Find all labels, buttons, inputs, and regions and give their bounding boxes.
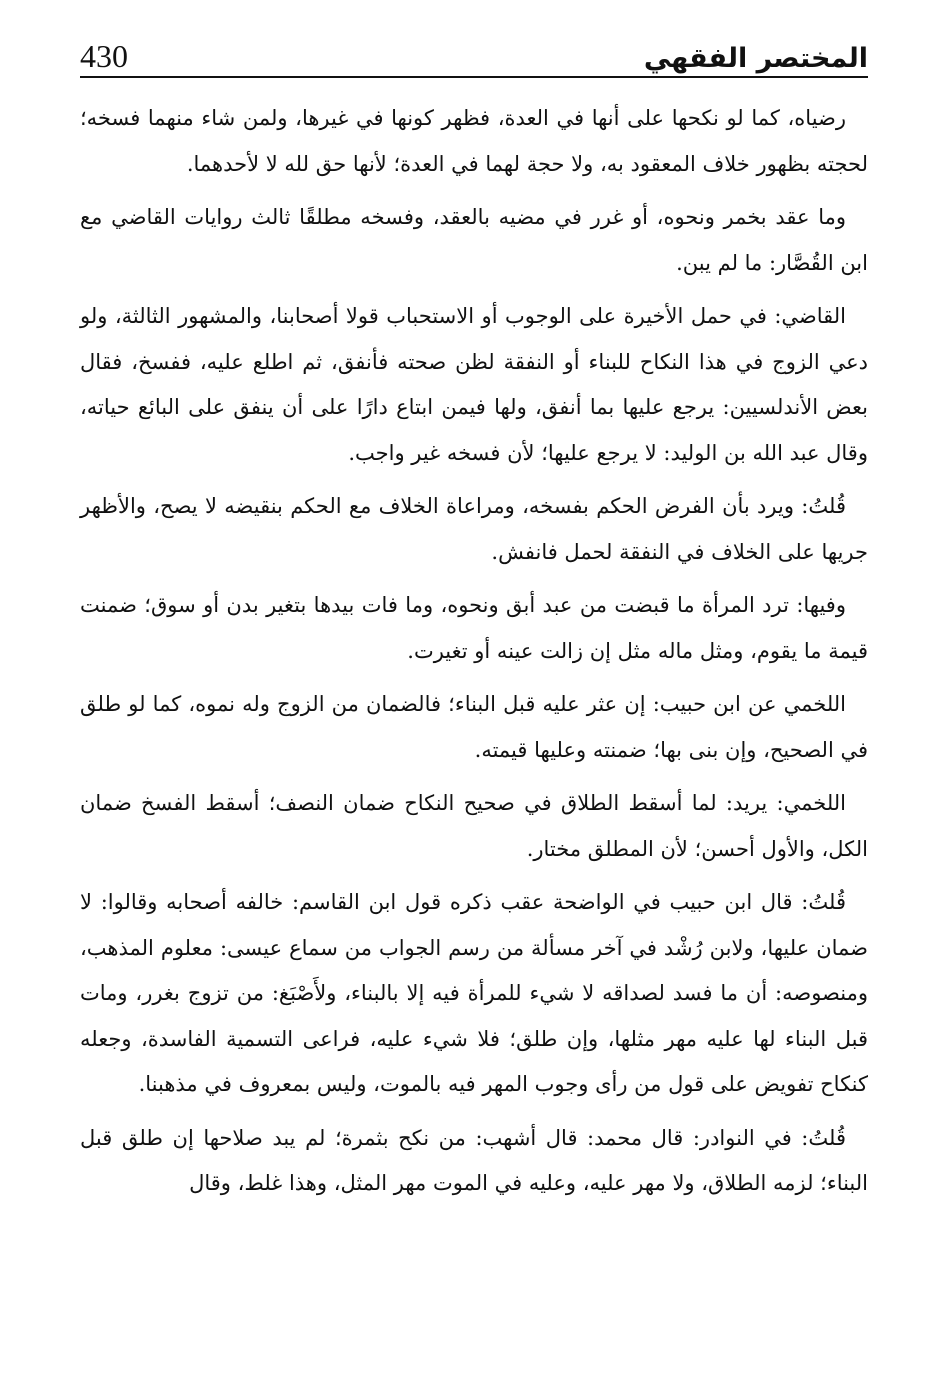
paragraph: رضياه، كما لو نكحها على أنها في العدة، فظهر كونها في غيرها، ولمن شاء منهما فسخه؛ لحجته بظهور خلاف المعقود به، ولا حجة لهما في العدة؛ لأنها حق لله لا لأحدهما. xyxy=(80,106,868,176)
paragraph: وفيها: ترد المرأة ما قبضت من عبد أبق ونحوه، وما فات بيدها بتغير بدن أو سوق؛ ضمنت قيمة ما يقوم، ومثل ماله مثل إن زالت عينه أو تغيرت. xyxy=(80,593,868,663)
running-title: المختصر الفقهي xyxy=(643,43,868,74)
page-number: 430 xyxy=(80,38,128,74)
paragraph: قُلتُ: ويرد بأن الفرض الحكم بفسخه، ومراعاة الخلاف مع الحكم بنقيضه لا يصح، والأظهر جريها على الخلاف في النفقة لحمل فانفش. xyxy=(80,494,868,564)
paragraph: القاضي: في حمل الأخيرة على الوجوب أو الاستحباب قولا أصحابنا، والمشهور الثالثة، ولو دعي الزوج في هذا النكاح للبناء أو النفقة لظن صحته فأنفق، ثم اطلع عليه، ففسخ، فقال بعض الأندلسيين: يرجع عليها بما أنفق، ولها فيمن ابتاع دارًا على أن ينفق على البائع حياته، وقال عبد الله بن الوليد: لا يرجع عليها؛ لأن فسخه غير واجب. xyxy=(80,304,868,465)
paragraph: اللخمي عن ابن حبيب: إن عثر عليه قبل البناء؛ فالضمان من الزوج وله نموه، كما لو طلق في الصحيح، وإن بنى بها؛ ضمنته وعليها قيمته. xyxy=(80,692,868,762)
paragraph: قُلتُ: قال ابن حبيب في الواضحة عقب ذكره قول ابن القاسم: خالفه أصحابه وقالوا: لا ضمان عليها، ولابن رُشْد في آخر مسألة من رسم الجواب من سماع عيسى: معلوم المذهب، ومنصوصه: أن ما فسد لصداقه لا شيء للمرأة فيه إلا بالبناء، ولأَصْبَغ: من تزوج بغرر، ومات قبل البناء لها عليه مهر مثلها، وإن طلق؛ فلا شيء عليه، فراعى التسمية الفاسدة، وجعله كنكاح تفويض على قول من رأى وجوب المهر فيه بالموت، وليس بمعروف في مذهبنا. xyxy=(80,890,868,1096)
paragraph: وما عقد بخمر ونحوه، أو غرر في مضيه بالعقد، وفسخه مطلقًا ثالث روايات القاضي مع ابن القُصَّار: ما لم يبن. xyxy=(80,205,868,275)
paragraph: قُلتُ: في النوادر: قال محمد: قال أشهب: من نكح بثمرة؛ لم يبد صلاحها إن طلق قبل البناء؛ لزمه الطلاق، ولا مهر عليه، وعليه في الموت مهر المثل، وهذا غلط، وقال xyxy=(80,1125,868,1195)
page-header xyxy=(80,26,868,78)
paragraph: اللخمي: يريد: لما أسقط الطلاق في صحيح النكاح ضمان النصف؛ أسقط الفسخ ضمان الكل، والأول أحسن؛ لأن المطلق مختار. xyxy=(80,791,868,861)
page-body xyxy=(80,96,868,1215)
